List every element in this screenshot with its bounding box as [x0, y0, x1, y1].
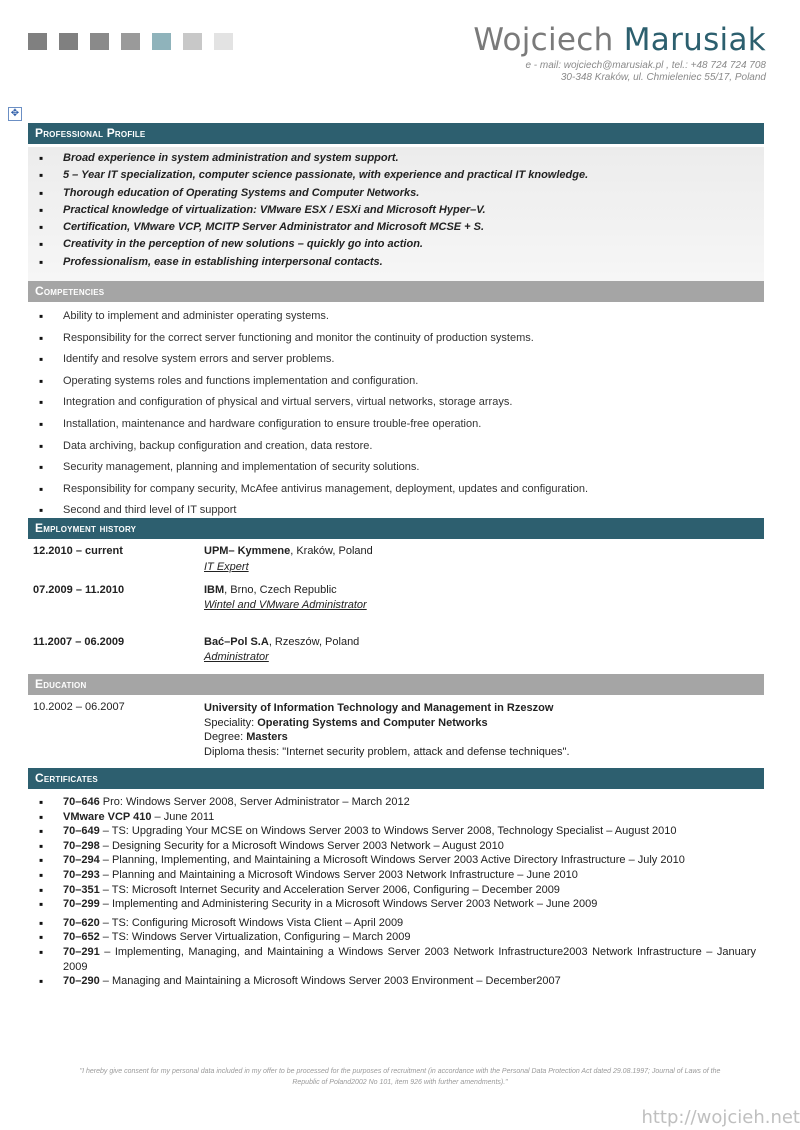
square-6 [183, 33, 202, 50]
section-heading-education: Education [28, 674, 764, 695]
cert-text: – Planning, Implementing, and Maintaining a Microsoft Windows Server 2003 Active Directory Infrastructure – July 2010 [99, 854, 685, 867]
job-employer [204, 584, 337, 596]
contact-email-phone: e - mail: wojciech@marusiak.pl , tel.: +48 724 724 708 [525, 60, 766, 71]
job-title: IT Expert [204, 561, 249, 573]
cert-code: 70–290 [63, 975, 100, 988]
cert-code: 70–294 [63, 854, 100, 867]
cert-code: 70–351 [63, 883, 100, 896]
section-heading-profile: Professional Profile [28, 123, 764, 144]
square-3 [90, 33, 109, 50]
list-item [28, 853, 756, 868]
list-item: ▪ Second and third level of IT support [28, 500, 748, 522]
speciality-line [204, 716, 570, 731]
list-item: ▪ Operating systems roles and functions implementation and configuration. [28, 371, 748, 393]
cert-code: 70–646 [63, 796, 100, 808]
cert-text: – Designing Security for a Microsoft Windows Server 2003 Network – August 2010 [99, 839, 504, 852]
contact-info [525, 60, 766, 84]
cert-code: 70–291 [63, 945, 100, 958]
list-item [28, 930, 756, 945]
list-item: ▪ Practical knowledge of virtualization: VMware ESX / ESXi and Microsoft Hyper–V. [28, 202, 748, 219]
list-item: ▪ Responsibility for company security, McAfee antivirus management, deployment, updates and configuration. [28, 479, 748, 501]
list-item [28, 868, 756, 883]
job-dates: 11.2007 – 06.2009 [33, 636, 125, 648]
list-item [28, 795, 756, 810]
cert-text: – TS: Configuring Microsoft Windows Vista Client – April 2009 [99, 916, 404, 929]
thesis-line: Diploma thesis: "Internet security problem, attack and defense techniques". [204, 745, 570, 758]
job-location: , Rzeszów, Poland [268, 636, 360, 648]
degree-label: Degree: [204, 731, 247, 743]
job-company: UPM– Kymmene [204, 545, 291, 557]
job-location: , Brno, Czech Republic [224, 584, 337, 596]
square-5 [152, 33, 171, 50]
data-consent-note: "I hereby give consent for my personal data included in my offer to be processed for the purposes of recruitment (in accordance with the Personal Data Protection Act dated 29.08.1997; Journal of Laws of the Republic of Poland2002 No 101, item 926 with further amendments)." [79, 1068, 721, 1086]
university-name: University of Information Technology and Management in Rzeszow [204, 702, 554, 714]
cert-text: Pro: Windows Server 2008, Server Administrator – March 2012 [99, 796, 410, 808]
list-item: ▪ Integration and configuration of physical and virtual servers, virtual networks, storage arrays. [28, 392, 748, 414]
education-details [204, 701, 570, 759]
speciality-value: Operating Systems and Computer Networks [257, 716, 488, 729]
section-heading-certificates: Certificates [28, 768, 764, 789]
job-dates: 07.2009 – 11.2010 [33, 584, 125, 596]
cert-code: 70–649 [63, 825, 100, 838]
list-item: ▪ Broad experience in system administration and system support. [28, 150, 748, 167]
cert-code: 70–620 [63, 916, 100, 929]
list-item: ▪ Certification, VMware VCP, MCITP Server Administrator and Microsoft MCSE + S. [28, 219, 748, 236]
education-dates: 10.2002 – 06.2007 [33, 701, 125, 713]
cert-code: VMware VCP 410 [63, 810, 152, 823]
candidate-name [473, 22, 766, 58]
list-item: ▪ Responsibility for the correct server functioning and monitor the continuity of production systems. [28, 328, 748, 350]
list-item [28, 916, 756, 931]
list-item: ▪ 5 – Year IT specialization, computer science passionate, with experience and practical IT knowledge. [28, 167, 748, 184]
job-company: Bać–Pol S.A [204, 636, 269, 648]
list-item [28, 810, 756, 825]
competencies-list [28, 306, 748, 522]
job-location: , Kraków, Poland [290, 545, 373, 557]
decorative-squares [28, 33, 233, 50]
site-watermark: http://wojcieh.net [641, 1107, 800, 1128]
profile-list [28, 150, 748, 271]
last-name: Marusiak [623, 22, 766, 58]
cert-code: 70–293 [63, 868, 100, 881]
list-item: ▪ Installation, maintenance and hardware configuration to ensure trouble-free operation. [28, 414, 748, 436]
list-item [28, 839, 756, 854]
first-name: Wojciech [473, 22, 614, 58]
square-2 [59, 33, 78, 50]
job-employer [204, 636, 359, 648]
speciality-label: Speciality: [204, 716, 258, 729]
cert-text: – Implementing and Administering Security in a Microsoft Windows Server 2003 Network – June 2009 [99, 898, 598, 911]
job-title: Wintel and VMware Administrator [204, 599, 367, 611]
contact-address: 30-348 Kraków, ul. Chmieleniec 55/17, Poland [560, 72, 766, 83]
job-company: IBM [204, 584, 225, 596]
list-item: ▪ Security management, planning and implementation of security solutions. [28, 457, 748, 479]
list-item [28, 824, 756, 839]
square-1 [28, 33, 47, 50]
cert-text: – TS: Upgrading Your MCSE on Windows Server 2003 to Windows Server 2008, Technology Specialist – August 2010 [99, 825, 677, 838]
job-dates: 12.2010 – current [33, 545, 123, 557]
cert-text: – TS: Microsoft Internet Security and Acceleration Server 2006, Configuring – December 2009 [99, 883, 560, 896]
list-item: ▪ Identify and resolve system errors and server problems. [28, 349, 748, 371]
degree-value: Masters [246, 731, 288, 743]
job-employer [204, 545, 373, 557]
table-move-handle-icon[interactable]: ✥ [8, 107, 22, 121]
square-4 [121, 33, 140, 50]
section-heading-employment: Employment history [28, 518, 764, 539]
list-item [28, 974, 756, 989]
cert-text: – TS: Windows Server Virtualization, Configuring – March 2009 [99, 931, 411, 944]
list-item: ▪ Professionalism, ease in establishing interpersonal contacts. [28, 254, 748, 271]
list-item [28, 945, 756, 974]
cert-text: – June 2011 [151, 810, 215, 823]
list-item: ▪ Data archiving, backup configuration and creation, data restore. [28, 436, 748, 458]
list-item [28, 883, 756, 898]
section-heading-competencies: Competencies [28, 281, 764, 302]
degree-line [204, 730, 570, 745]
list-item: ▪ Thorough education of Operating Systems and Computer Networks. [28, 185, 748, 202]
cert-text: – Implementing, Managing, and Maintaining a Windows Server 2003 Network Infrastructure2003 Network Infrastructure – January 2009 [63, 945, 756, 973]
cert-code: 70–299 [63, 898, 100, 911]
cert-text: – Planning and Maintaining a Microsoft Windows Server 2003 Network Infrastructure – June 2010 [99, 868, 578, 881]
certificates-list [28, 795, 756, 989]
list-item: ▪ Creativity in the perception of new solutions – quickly go into action. [28, 236, 748, 253]
list-item [28, 897, 756, 912]
square-7 [214, 33, 233, 50]
job-title: Administrator [204, 651, 269, 663]
cert-text: – Managing and Maintaining a Microsoft Windows Server 2003 Environment – December2007 [99, 975, 561, 988]
cert-code: 70–298 [63, 839, 100, 852]
list-item: ▪ Ability to implement and administer operating systems. [28, 306, 748, 328]
cert-code: 70–652 [63, 931, 100, 944]
